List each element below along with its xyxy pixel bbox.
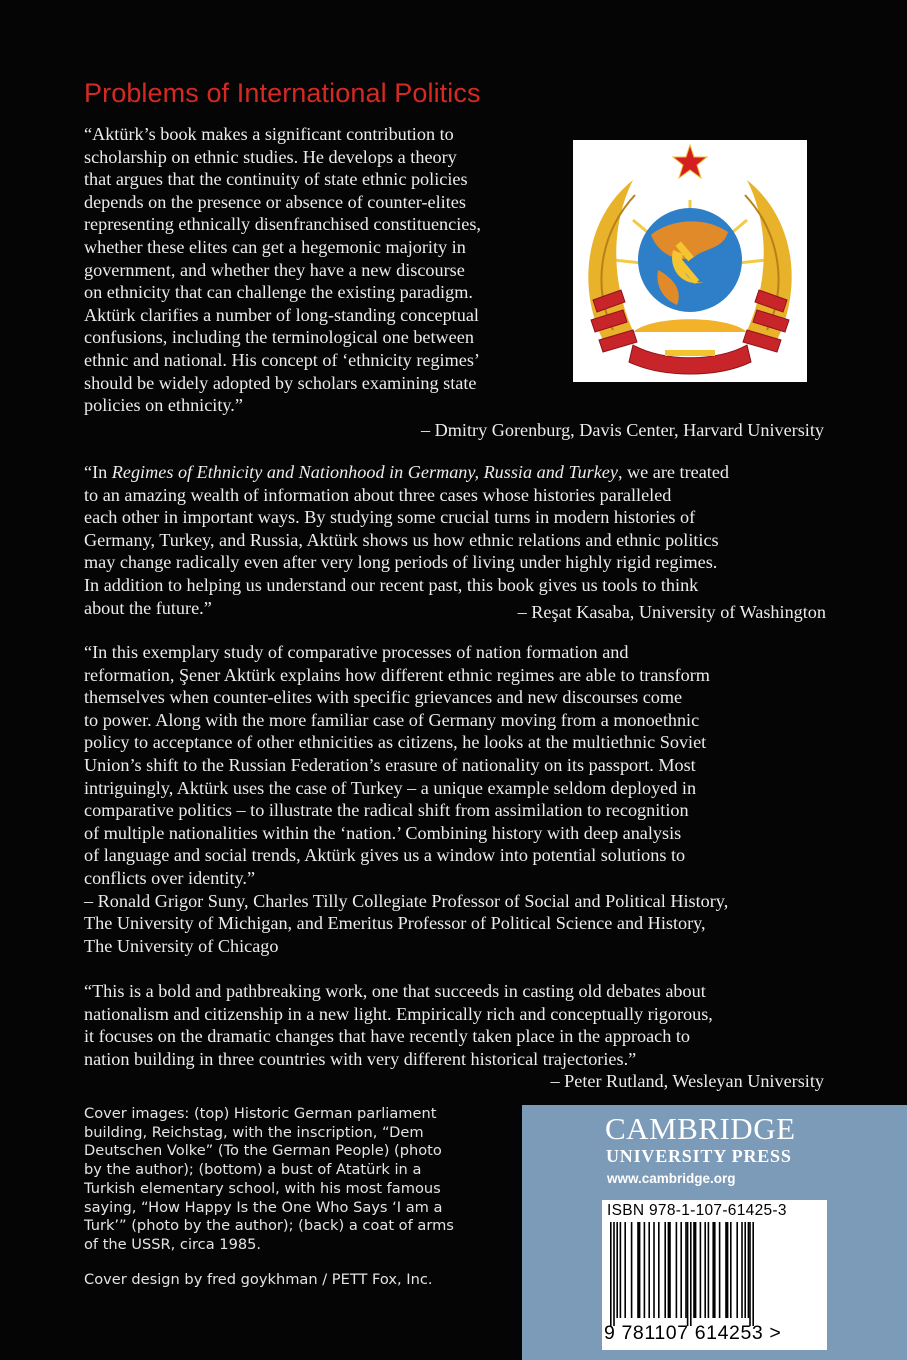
barcode-bar	[680, 1222, 682, 1318]
quote-line: confusions, including the terminological one between	[84, 327, 474, 348]
quote-line: policies on ethnicity.”	[84, 395, 243, 416]
quote-last-line: about the future.”	[84, 597, 212, 618]
quote-line: may change radically even after very long periods of living under highly rigid regimes.	[84, 552, 718, 573]
credit-line: building, Reichstag, with the inscription, “Dem	[84, 1123, 424, 1141]
quote-line: of multiple nationalities within the ‘nation.’ Combining history with deep analysis	[84, 822, 682, 843]
quote-line: reformation, Şener Aktürk explains how different ethnic regimes are able to transform	[84, 664, 710, 685]
quote-line: of language and social trends, Aktürk gives us a window into potential solutions to	[84, 845, 686, 866]
ussr-coat-of-arms-image	[573, 140, 807, 382]
barcode-bar	[736, 1222, 738, 1318]
quote-line: Union’s shift to the Russian Federation’s erasure of nationality on its passport. Most	[84, 754, 696, 775]
credit-line: saying, “How Happy Is the One Who Says ‘I am a	[84, 1198, 443, 1216]
barcode-bar	[676, 1222, 678, 1318]
quote-line: depends on the presence or absence of counter-elites	[84, 191, 466, 212]
quote-line: on ethnicity that can challenge the existing paradigm.	[84, 282, 473, 303]
quote-line: conflicts over identity.”	[84, 867, 256, 888]
quote-line: “This is a bold and pathbreaking work, one that succeeds in casting old debates about	[84, 981, 706, 1001]
barcode-bar	[741, 1222, 743, 1318]
barcode-bar	[613, 1222, 615, 1326]
credit-line: Turkish elementary school, with his most famous	[84, 1179, 441, 1197]
quote-line: comparative politics – to illustrate the radical shift from assimilation to recognition	[84, 800, 689, 821]
quote-last-row	[84, 597, 826, 620]
barcode-bar	[700, 1222, 702, 1318]
barcode-bar	[749, 1222, 751, 1326]
credit-line: of the USSR, circa 1985.	[84, 1235, 262, 1253]
barcode-bar	[648, 1222, 650, 1318]
quote-line: ethnic and national. His concept of ‘ethnicity regimes’	[84, 349, 480, 370]
barcode-bar	[668, 1222, 671, 1318]
barcode-bar	[748, 1222, 750, 1318]
quote-line: government, and whether they have a new discourse	[84, 259, 465, 280]
quote-text	[84, 980, 824, 1070]
barcode-bar	[690, 1222, 692, 1326]
quote-line: themselves when counter-elites with specific grievances and new discourses come	[84, 687, 683, 708]
cover-credits	[84, 1105, 504, 1255]
barcode-bar	[658, 1222, 660, 1318]
quote-line: “In this exemplary study of comparative processes of nation formation and	[84, 642, 629, 662]
quote-line: whether these elites can get a hegemonic majority in	[84, 236, 466, 257]
quote-text	[84, 484, 826, 597]
quote-suny	[84, 641, 826, 957]
barcode-bar	[610, 1222, 612, 1326]
attribution-line: The University of Michigan, and Emeritus Professor of Political Science and History,	[84, 913, 706, 934]
barcode-bar	[616, 1222, 618, 1318]
attribution-line: The University of Chicago	[84, 935, 279, 956]
barcode-label	[602, 1200, 827, 1350]
publisher-subtitle: UNIVERSITY PRESS	[606, 1146, 792, 1166]
barcode-bar	[730, 1222, 732, 1318]
barcode-bar	[704, 1222, 706, 1318]
credit-line: Cover images: (top) Historic German parliament	[84, 1105, 437, 1122]
barcode-bar	[631, 1222, 633, 1318]
barcode-bar	[687, 1222, 689, 1326]
quote-suffix: , we are treated	[617, 462, 730, 482]
barcode-bar	[637, 1222, 640, 1318]
quote-kasaba	[84, 461, 826, 622]
quote-line: to power. Along with the more familiar case of Germany moving from a monoethnic	[84, 709, 700, 730]
publisher-name: CAMBRIDGE	[605, 1111, 796, 1146]
series-title: Problems of International Politics	[84, 78, 481, 108]
quote-attribution: – Reşat Kasaba, University of Washington	[517, 601, 826, 622]
quote-line: Aktürk clarifies a number of long-standing conceptual	[84, 304, 479, 325]
quote-line: policy to acceptance of other ethnicities as citizens, he looks at the multiethnic Soviet	[84, 732, 707, 753]
quote-prefix: “In	[84, 462, 112, 482]
cover-design-credit: Cover design by fred goykhman / PETT Fox, Inc.	[84, 1271, 433, 1288]
book-title: Regimes of Ethnicity and Nationhood in Germany, Russia and Turkey	[111, 462, 618, 482]
barcode-bar	[744, 1222, 746, 1318]
credit-line: Deutschen Volke” (To the German People) (photo	[84, 1142, 442, 1160]
quote-text	[84, 641, 826, 890]
quote-line: nationalism and citizenship in a new light. Empirically rich and conceptually rigorous,	[84, 1003, 713, 1024]
quote-line: that argues that the continuity of state ethnic policies	[84, 169, 468, 190]
barcode-digits: 9 781107 614253 >	[604, 1322, 782, 1344]
barcode-bar	[620, 1222, 622, 1318]
quote-line: nation building in three countries with very different historical trajectories.”	[84, 1048, 637, 1069]
barcode-bar	[719, 1222, 721, 1318]
quote-attribution	[84, 890, 826, 958]
publisher-panel	[522, 1105, 907, 1360]
quote-line: intriguingly, Aktürk uses the case of Turkey – a unique example seldom deployed in	[84, 777, 697, 798]
credit-line: by the author); (bottom) a bust of Atatürk in a	[84, 1161, 422, 1179]
barcode-bar	[685, 1222, 687, 1318]
barcode-bar	[644, 1222, 646, 1318]
quote-line: each other in important ways. By studying some crucial turns in modern histories of	[84, 507, 696, 528]
barcode-bar	[653, 1222, 655, 1318]
quote-first-line	[84, 461, 826, 484]
quote-line: to an amazing wealth of information about three cases whose histories paralleled	[84, 484, 672, 505]
quote-line: representing ethnically disenfranchised constituencies,	[84, 214, 481, 235]
quote-line: it focuses on the dramatic changes that have recently taken place in the approach to	[84, 1026, 690, 1047]
barcode	[608, 1222, 820, 1326]
attribution-line: – Ronald Grigor Suny, Charles Tilly Collegiate Professor of Social and Political History,	[84, 890, 729, 911]
quote-rutland	[84, 980, 824, 1093]
barcode-bar	[664, 1222, 666, 1318]
isbn-text: ISBN 978-1-107-61425-3	[607, 1202, 787, 1219]
quote-line: scholarship on ethnic studies. He develops a theory	[84, 146, 457, 167]
credit-line: Turk’” (photo by the author); (back) a coat of arms	[84, 1217, 454, 1235]
quote-attribution: – Peter Rutland, Wesleyan University	[550, 1071, 824, 1092]
barcode-bar	[752, 1222, 754, 1326]
barcode-bar	[708, 1222, 710, 1318]
publisher-url: www.cambridge.org	[607, 1171, 736, 1186]
barcode-bar	[712, 1222, 715, 1318]
barcode-bar	[693, 1222, 696, 1318]
quote-line: should be widely adopted by scholars examining state	[84, 372, 477, 393]
quote-attribution: – Dmitry Gorenburg, Davis Center, Harvard University	[420, 419, 824, 440]
quote-line: In addition to helping us understand our recent past, this book gives us tools to think	[84, 574, 699, 595]
barcode-bar	[624, 1222, 626, 1318]
quote-line: “Aktürk’s book makes a significant contribution to	[84, 124, 454, 144]
barcode-bar	[725, 1222, 728, 1318]
quote-line: Germany, Turkey, and Russia, Aktürk shows us how ethnic relations and ethnic politics	[84, 529, 719, 550]
